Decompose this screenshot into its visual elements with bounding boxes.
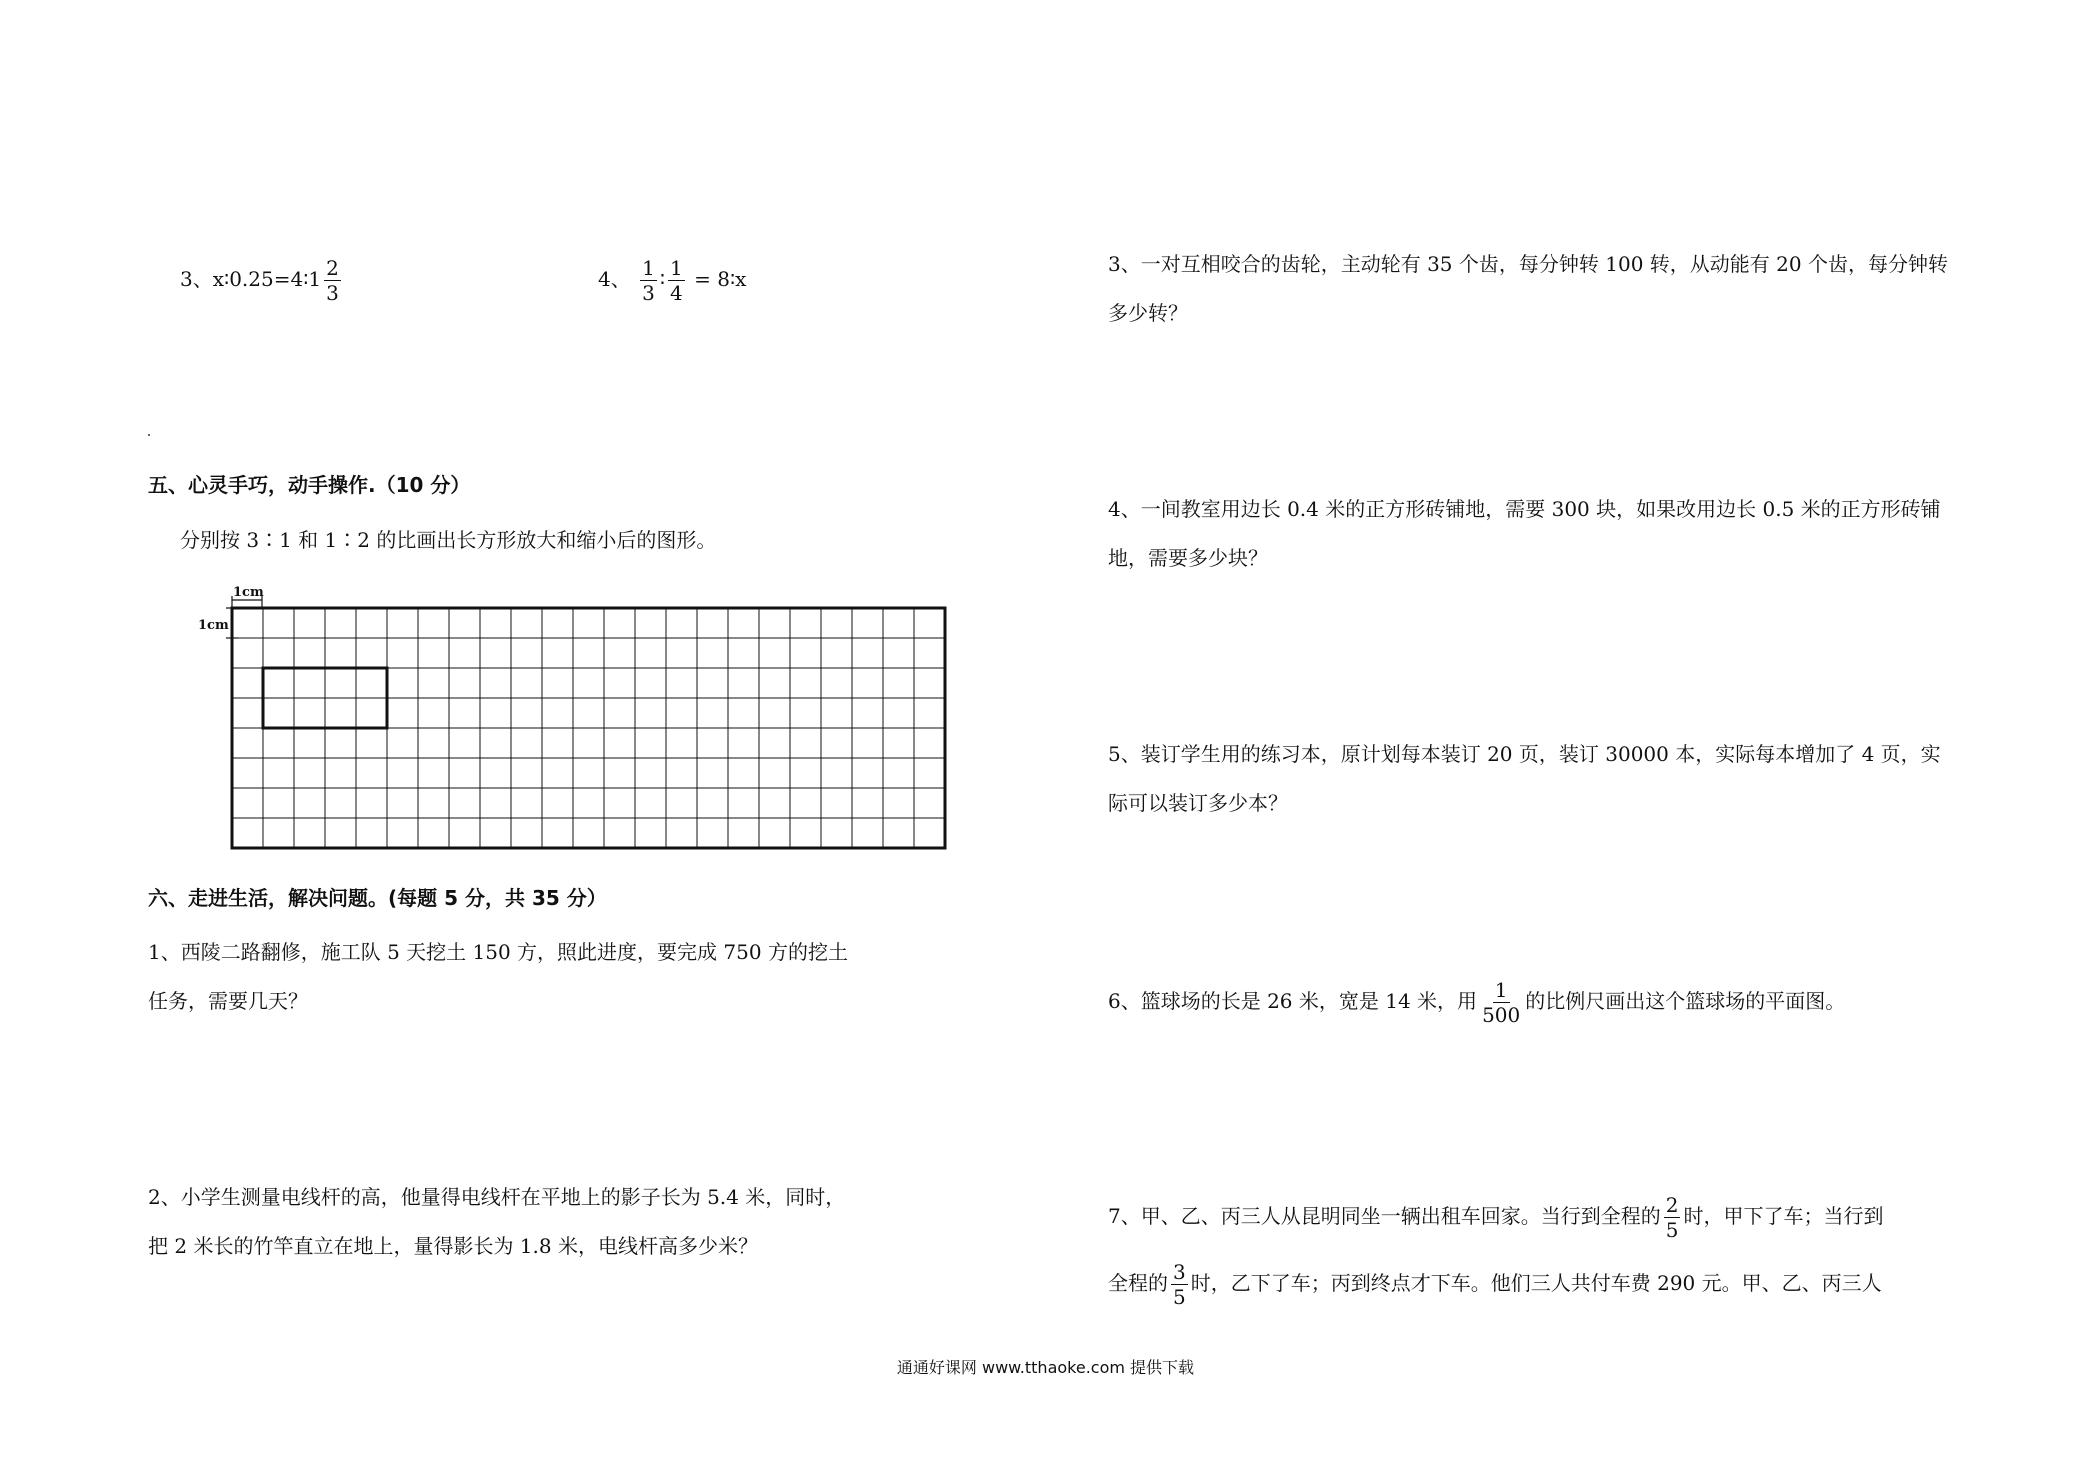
question-3: 3、一对互相咬合的齿轮，主动轮有 35 个齿，每分钟转 100 转，从动能有 20 个齿，每分钟转多少转？ [1108, 252, 1948, 325]
question-7-fraction-2: $\frac{3}{5}$ [1173, 1260, 1186, 1309]
drawing-grid [190, 580, 960, 860]
question-6-text-before: 6、篮球场的长是 26 米，宽是 14 米，用 [1108, 989, 1478, 1013]
equation-4-rest: = 8∶x [694, 267, 747, 291]
equation-4-fraction-1: $\frac{1}{3}$ [642, 256, 655, 305]
question-6-scale-fraction: $\frac{1}{500}$ [1482, 978, 1521, 1027]
unit-label-x: 1cm [233, 585, 264, 600]
question-6 [1108, 980, 1845, 1025]
equation-4-label: 4、 [598, 267, 631, 291]
equation-3 [180, 258, 344, 303]
section-5-title: 五、心灵手巧，动手操作.（10 分） [148, 473, 471, 497]
section-5-instruction: 分别按 3∶1 和 1∶2 的比画出长方形放大和缩小后的图形。 [180, 528, 717, 552]
equation-3-fraction: $\frac{2}{3}$ [326, 256, 339, 305]
page-footer: 通通好课网 www.tthaoke.com 提供下载 [896, 1358, 1195, 1377]
question-7-part-2: 时，甲下了车；当行到 [1683, 1204, 1884, 1228]
question-4: 4、一间教室用边长 0.4 米的正方形砖铺地，需要 300 块，如果改用边长 0.5 米的正方形砖铺地，需要多少块？ [1108, 497, 1941, 570]
question-6-text-after: 的比例尺画出这个篮球场的平面图。 [1525, 989, 1846, 1013]
question-1: 1、西陵二路翻修，施工队 5 天挖土 150 方，照此进度，要完成 750 方的挖土任务，需要几天？ [148, 940, 848, 1013]
question-7-line-2 [1108, 1262, 1882, 1307]
question-7-line-1 [1108, 1195, 1883, 1240]
equation-4-colon: ∶ [659, 267, 666, 291]
unit-label-y: 1cm [198, 618, 229, 633]
question-7-part-1: 7、甲、乙、丙三人从昆明同坐一辆出租车回家。当行到全程的 [1108, 1204, 1661, 1228]
question-7-fraction-1: $\frac{2}{5}$ [1665, 1193, 1679, 1242]
equation-3-text: 3、x∶0.25=4∶1 [180, 267, 322, 291]
question-2: 2、小学生测量电线杆的高，他量得电线杆在平地上的影子长为 5.4 米，同时，把 2 米长的竹竿直立在地上，量得影长为 1.8 米，电线杆高多少米？ [148, 1185, 846, 1258]
question-7-part-3: 全程的 [1108, 1271, 1168, 1295]
question-5: 5、装订学生用的练习本，原计划每本装订 20 页，装订 30000 本，实际每本增加了 4 页，实际可以装订多少本？ [1108, 742, 1941, 815]
question-7-part-4: 时，乙下了车；丙到终点才下车。他们三人共付车费 290 元。甲、乙、丙三人 [1190, 1271, 1882, 1295]
stray-dot [148, 434, 150, 436]
equation-4-fraction-2: $\frac{1}{4}$ [670, 256, 683, 305]
section-6-title: 六、走进生活，解决问题。(每题 5 分，共 35 分） [148, 886, 607, 910]
equation-4 [598, 258, 746, 303]
